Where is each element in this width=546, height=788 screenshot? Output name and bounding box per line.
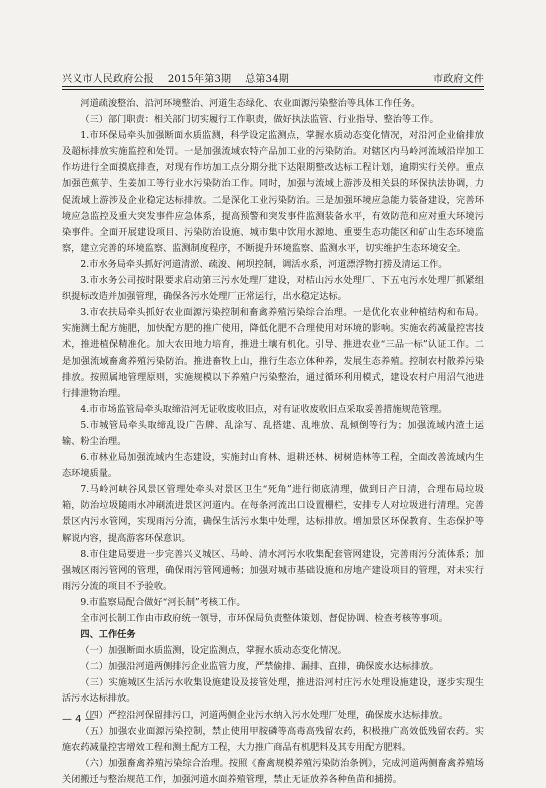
task-item-4: （四）严控沿河保留排污口，河道两侧企业污水纳入污水处理厂处理，确保废水达标排放。 — [80, 709, 448, 721]
task-item-1: （一）加强断面水质监测，设定监测点，掌握水质动态变化情况。 — [80, 645, 347, 657]
task-item-3: （三）实施城区生活污水收集设施建设及接管处理，推进沿河村庄污水处理设施建设，逐步实现生活污水达标排放。 — [62, 677, 484, 705]
header-rule-thick — [62, 86, 484, 87]
body-text — [62, 96, 484, 788]
paragraph-item-2: 2.市水务局牵头抓好河道清淤、疏浚、闸坝控制，调活水系，河道漂浮物打捞及清运工作。 — [80, 258, 448, 270]
paragraph-item-3b: 3.市农扶局牵头抓好农业面源污染控制和畜禽养殖污染综合治理。一是优化农业种植结构和布局。实施测土配方施肥，加快配方肥的推广使用，降低化肥不合理使用对环境的影响。实施农药减量控害技术，推进植保精准化。加大农田地力培育，推进土壤有机化。引导、推进农业“三品一标”认证工作。二是加强流域畜禽养殖污染防治。推进畜牧上山，推行生态立体种养，发展生态养殖。控制农村散养污染排放。按照属地管理原则，实施规模以下养殖户污染整治，通过循环利用模式，建设农村户用沼气池进行排泄物治理。 — [62, 307, 484, 399]
paragraph-item-7: 7.马岭河峡谷风景区管理处牵头对景区卫生“死角”进行彻底清理，做到日产日清，合理布局垃圾箱，防治垃圾随雨水冲刷流进景区河道内。在每条河流出口设置栅栏，安排专人对垃圾进行清理。完善景区内污水管网，实现雨污分流，确保生活污水集中处理，达标排放。增加景区环保教育、生态保护等解说内容，提高游客环保意识。 — [62, 484, 484, 544]
header-rule-thin — [62, 89, 484, 90]
paragraph-item-1: 1.市环保局牵头加强断面水质监测，科学设定监测点，掌握水质动态变化情况，对沿河企业偷排放及超标排放实施监控和处罚。一是加强流域农特产品加工业的污染防治。对辖区内马岭河流域沿岸加工作坊进行全面摸底排查，对现有作坊加工点分期分批下达限期整改达标工程计划，逾期实行关停。重点加强芭蕉芋、生姜加工等行业水污染防治工作。同时，加强与流域上游涉及相关县的环保执法协调，力促流域上游涉及企业稳定达标排放。二是深化工业污染防治。三是加强环境应急能力装备建设，完善环境应急监控及重大突发事件应急体系，提高预警和突发事件监测装备水平，有效防范和应对重大环境污染事件。全面开展建设项目、污染防治设施、城市集中饮用水源地、重要生态功能区和矿山生态环境监察，建立完善的环境监察、监测制度程序，不断提升环境监察、监测水平，切实维护生态环境安全。 — [62, 130, 484, 254]
paragraph-continuation: 河道疏浚整治、沿河环境整治、河道生态绿化、农业面源污染整治等具体工作任务。 — [80, 98, 421, 109]
header-left — [62, 70, 289, 85]
paragraph-item-4: 4.市市场监管局牵头取缔沿河无证收废收旧点，对有证收废收旧点采取妥善措施规范管理。 — [80, 403, 448, 415]
section-heading-tasks: 四、工作任务 — [80, 629, 136, 641]
paragraph-item-9: 9.市监察局配合做好“河长制”考核工作。 — [80, 596, 246, 608]
page-number: — 4 — — [62, 714, 95, 725]
issue-number: 2015年第3期 — [167, 74, 232, 85]
section-label: 市政府文件 — [433, 74, 484, 85]
publication-title: 兴义市人民政府公报 — [62, 74, 154, 85]
paragraph-item-8: 8.市住建局要进一步完善兴义城区、马岭、清水河污水收集配套管网建设，完善雨污分流体系；加强城区雨污管网的管理，确保雨污管网通畅；加强对城市基础设施和房地产建设项目的管理，对未实行雨污分流的项目不予验收。 — [62, 548, 484, 592]
paragraph-item-5: 5.市城管局牵头取缔乱设广告牌、乱涂写、乱搭建、乱堆放、乱倾倒等行为；加强流域内渣土运输、粉尘治理。 — [62, 419, 484, 447]
total-issue-number: 总第34期 — [245, 74, 289, 85]
task-item-6: （六）加强畜禽养殖污染综合治理。按照《畜禽规模养殖污染防治条例》，完成河道两侧畜禽养殖场关闭搬迁与整治规范工作，加强河道水面养殖管理，禁止无证放养各种鱼苗和捕捞。 — [62, 757, 484, 785]
paragraph-department-duties: （三）部门职责：相关部门切实履行工作职责，做好执法监管、行业指导、整治等工作。 — [80, 114, 439, 126]
task-item-5: （五）加强农业面源污染控制，禁止使用甲胺磷等高毒高残留农药，积极推广高效低残留农药。实施农药减量控害增效工程和测土配方工程，大力推广商品有机肥料及其专用配方肥料。 — [62, 725, 484, 753]
paragraph-item-3a: 3.市水务公司按时限要求启动第三污水处理厂建设，对桔山污水处理厂、下五屯污水处理厂抓紧组织提标改造并加强管理，确保各污水处理厂正常运行，出水稳定达标。 — [62, 275, 484, 303]
task-item-2: （二）加强沿河道两侧排污企业监管力度，严禁偷排、漏排、直排，确保废水达标排放。 — [80, 661, 439, 673]
paragraph-leadership: 全市河长制工作由市政府统一领导，市环保局负责整体策划、督促协调、检查考核等事项。 — [80, 613, 448, 624]
paragraph-item-6: 6.市林业局加强流域内生态建设，实施封山育林、退耕还林、树树造林等工程，全面改善流域内生态环境质量。 — [62, 452, 484, 480]
page-header — [62, 70, 484, 85]
